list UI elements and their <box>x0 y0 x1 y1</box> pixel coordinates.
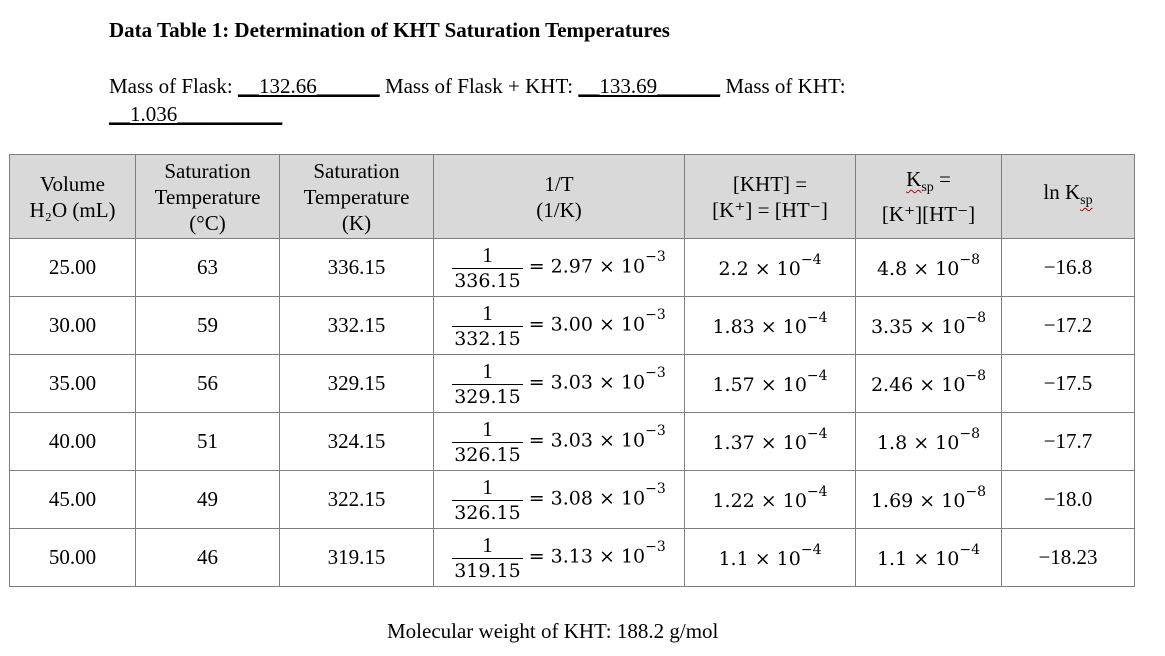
inverse-temp-value: = 3.00 × 10 <box>528 313 646 336</box>
kht-value: 1.22 × 10 <box>712 489 807 512</box>
inverse-temp-exponent: −3 <box>645 539 666 556</box>
fraction-numerator: 1 <box>482 417 493 441</box>
kht-exponent: −4 <box>800 251 822 268</box>
cell-volume: 30.00 <box>10 297 136 355</box>
cell-volume: 40.00 <box>10 413 136 471</box>
ksp-exponent: −8 <box>959 251 981 268</box>
kht-exponent: −4 <box>806 367 828 384</box>
fraction-numerator: 1 <box>482 359 493 383</box>
fraction-numerator: 1 <box>482 475 493 499</box>
fraction <box>452 532 522 583</box>
fraction-denominator: 336.15 <box>454 270 521 292</box>
cell-temp-kelvin: 329.15 <box>280 355 434 413</box>
cell-inverse-temp <box>434 413 685 471</box>
cell-kht <box>685 297 856 355</box>
cell-inverse-temp <box>434 239 685 297</box>
fraction-denominator: 326.15 <box>454 502 521 524</box>
kht-exponent: −4 <box>806 483 828 500</box>
cell-temp-kelvin: 324.15 <box>280 413 434 471</box>
page-title: Data Table 1: Determination of KHT Saturation Temperatures <box>109 18 670 42</box>
fraction-denominator: 319.15 <box>454 560 521 582</box>
fraction-numerator: 1 <box>482 243 493 267</box>
cell-ksp <box>856 239 1002 297</box>
fraction <box>452 416 522 467</box>
inverse-temp-value: = 3.08 × 10 <box>528 487 646 510</box>
cell-inverse-temp <box>434 355 685 413</box>
ksp-exponent: −8 <box>965 367 987 384</box>
cell-ksp <box>856 355 1002 413</box>
inverse-temp-value: = 3.13 × 10 <box>528 545 646 568</box>
ksp-exponent: −8 <box>965 309 987 326</box>
table-row <box>10 471 1135 529</box>
cell-kht <box>685 413 856 471</box>
header-ln-ksp: $\ln K_{sp}$ <box>1002 155 1135 239</box>
ksp-value: 1.69 × 10 <box>870 489 966 512</box>
header-temp-celsius: Saturation Temperature (°C) <box>136 155 280 239</box>
ksp-exponent: −8 <box>959 425 981 442</box>
ksp-value: 1.1 × 10 <box>876 547 960 570</box>
cell-temp-celsius: 46 <box>136 529 280 587</box>
inverse-temp-exponent: −3 <box>645 423 666 440</box>
inverse-temp-exponent: −3 <box>645 365 666 382</box>
cell-volume: 45.00 <box>10 471 136 529</box>
inverse-temp-exponent: −3 <box>645 481 666 498</box>
fraction <box>452 474 522 525</box>
ksp-value: 2.46 × 10 <box>870 373 966 396</box>
cell-ln-ksp: −17.2 <box>1002 297 1135 355</box>
kht-value: 1.57 × 10 <box>712 373 807 396</box>
header-volume: Volume H₂O (mL) <box>10 155 136 239</box>
ksp-value: 3.35 × 10 <box>870 315 966 338</box>
cell-ln-ksp: −17.5 <box>1002 355 1135 413</box>
cell-ksp <box>856 413 1002 471</box>
table-row <box>10 413 1135 471</box>
cell-temp-celsius: 63 <box>136 239 280 297</box>
cell-ln-ksp: −17.7 <box>1002 413 1135 471</box>
kht-exponent: −4 <box>800 541 822 558</box>
table-header-row <box>10 155 1135 239</box>
cell-volume: 35.00 <box>10 355 136 413</box>
cell-volume: 50.00 <box>10 529 136 587</box>
cell-ksp <box>856 297 1002 355</box>
cell-temp-celsius: 51 <box>136 413 280 471</box>
kht-exponent: −4 <box>806 425 828 442</box>
cell-ln-ksp: −16.8 <box>1002 239 1135 297</box>
flask-kht-mass-value: __133.69______ <box>578 74 721 98</box>
ksp-value: 1.8 × 10 <box>876 431 960 454</box>
cell-temp-celsius: 49 <box>136 471 280 529</box>
table-row <box>10 297 1135 355</box>
table-row <box>10 529 1135 587</box>
cell-inverse-temp <box>434 529 685 587</box>
kht-value: 1.83 × 10 <box>712 315 807 338</box>
fraction-numerator: 1 <box>482 301 493 325</box>
table-row <box>10 239 1135 297</box>
cell-inverse-temp <box>434 471 685 529</box>
cell-kht <box>685 239 856 297</box>
inverse-temp-value: = 3.03 × 10 <box>528 429 646 452</box>
inverse-temp-exponent: −3 <box>645 307 666 324</box>
cell-temp-kelvin: 322.15 <box>280 471 434 529</box>
fraction-denominator: 329.15 <box>454 386 521 408</box>
kht-value: 1.1 × 10 <box>718 547 801 570</box>
header-temp-kelvin: Saturation Temperature (K) <box>280 155 434 239</box>
kht-value: 2.2 × 10 <box>718 257 801 280</box>
cell-temp-celsius: 59 <box>136 297 280 355</box>
kht-mass-label: Mass of KHT: <box>725 74 846 98</box>
fraction-denominator: 332.15 <box>454 328 521 350</box>
fraction <box>452 358 522 409</box>
cell-inverse-temp <box>434 297 685 355</box>
inverse-temp-value: = 3.03 × 10 <box>528 371 646 394</box>
ksp-value: 4.8 × 10 <box>876 257 960 280</box>
kht-exponent: −4 <box>806 309 828 326</box>
cell-ln-ksp: −18.23 <box>1002 529 1135 587</box>
flask-kht-mass-label: Mass of Flask + KHT: <box>384 74 574 98</box>
cell-ksp <box>856 529 1002 587</box>
kht-value: 1.37 × 10 <box>712 431 807 454</box>
fraction <box>452 300 522 351</box>
table-row <box>10 355 1135 413</box>
flask-mass-value: __132.66______ <box>237 74 380 98</box>
ksp-exponent: −8 <box>965 483 987 500</box>
cell-kht <box>685 529 856 587</box>
data-table <box>9 154 1135 587</box>
fraction-denominator: 326.15 <box>454 444 521 466</box>
cell-volume: 25.00 <box>10 239 136 297</box>
kht-mass-value: __1.036__________ <box>109 102 283 126</box>
header-ksp: $K_{sp}$ = [K⁺][HT⁻] <box>856 155 1002 239</box>
inverse-temp-value: = 2.97 × 10 <box>528 255 646 278</box>
cell-temp-celsius: 56 <box>136 355 280 413</box>
molecular-weight-note: Molecular weight of KHT: 188.2 g/mol <box>387 619 719 643</box>
fraction <box>452 242 522 293</box>
mass-measurements <box>109 72 1009 128</box>
header-inverse-temp: 1/T (1/K) <box>434 155 685 239</box>
cell-kht <box>685 471 856 529</box>
inverse-temp-exponent: −3 <box>645 249 666 266</box>
cell-temp-kelvin: 332.15 <box>280 297 434 355</box>
cell-kht <box>685 355 856 413</box>
ksp-exponent: −4 <box>959 541 981 558</box>
cell-ksp <box>856 471 1002 529</box>
cell-ln-ksp: −18.0 <box>1002 471 1135 529</box>
fraction-numerator: 1 <box>482 533 493 557</box>
flask-mass-label: Mass of Flask: <box>109 74 233 98</box>
cell-temp-kelvin: 336.15 <box>280 239 434 297</box>
header-kht-concentration: [KHT] = [K⁺] = [HT⁻] <box>685 155 856 239</box>
cell-temp-kelvin: 319.15 <box>280 529 434 587</box>
